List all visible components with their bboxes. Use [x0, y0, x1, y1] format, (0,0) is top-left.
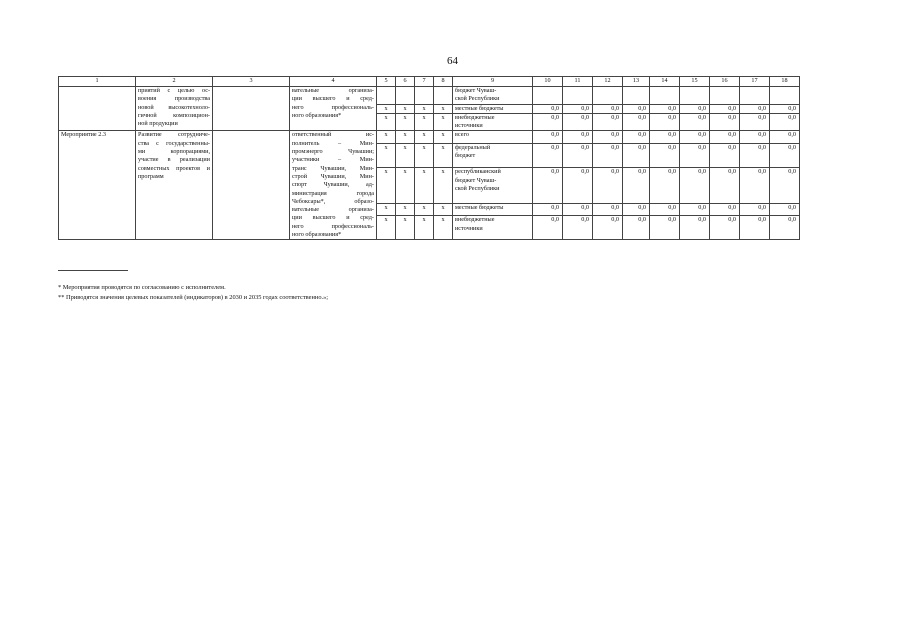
header-cell: 2: [136, 77, 213, 87]
header-cell: 18: [770, 77, 800, 87]
value-cell: 0,0: [593, 104, 623, 113]
value-cell: 0,0: [740, 168, 770, 203]
measure-name-cell: Мероприятие 2.3: [59, 131, 136, 240]
value-cell: 0,0: [650, 203, 680, 216]
value-cell: 0,0: [623, 131, 650, 144]
executors-cell: [290, 87, 377, 131]
code-cell: [434, 87, 453, 105]
footnote-1: * Мероприятия проводятся по согласованию с исполнителем.: [58, 284, 226, 291]
code-cell: х: [415, 203, 434, 216]
value-cell: 0,0: [770, 168, 800, 203]
value-cell: 0,0: [650, 168, 680, 203]
code-cell: х: [377, 104, 396, 113]
value-cell: 0,0: [710, 216, 740, 240]
code-cell: х: [415, 216, 434, 240]
executors-cell-line: него профессиональ-: [292, 222, 374, 230]
value-cell: 0,0: [593, 113, 623, 131]
value-cell: [593, 87, 623, 105]
value-cell: 0,0: [680, 113, 710, 131]
code-cell: х: [434, 216, 453, 240]
header-cell: 10: [533, 77, 563, 87]
measure-name-cell: [59, 87, 136, 131]
funding-source-cell-line: местные бюджеты: [455, 203, 504, 211]
header-row: [59, 77, 800, 87]
measure-description-cell-line: гичной композицион-: [138, 111, 210, 119]
measure-description-cell-line: ства с государственны-: [138, 139, 210, 147]
executors-cell-line: вательные организа-: [292, 206, 374, 214]
code-cell: х: [396, 131, 415, 144]
header-cell: 16: [710, 77, 740, 87]
value-cell: 0,0: [650, 131, 680, 144]
value-cell: 0,0: [740, 113, 770, 131]
code-cell: х: [377, 216, 396, 240]
value-cell: [770, 87, 800, 105]
value-cell: [680, 87, 710, 105]
value-cell: 0,0: [710, 144, 740, 168]
header-cell: 3: [213, 77, 290, 87]
code-cell: х: [434, 168, 453, 203]
value-cell: 0,0: [623, 216, 650, 240]
code-cell: х: [415, 168, 434, 203]
executors-cell-line: ции высшего и сред-: [292, 214, 374, 222]
value-cell: 0,0: [563, 216, 593, 240]
code-cell: х: [434, 113, 453, 131]
value-cell: 0,0: [593, 216, 623, 240]
funding-source-cell-line: источники: [455, 224, 483, 232]
measure-description-cell: [136, 87, 213, 131]
code-cell: х: [396, 104, 415, 113]
code-cell: х: [434, 104, 453, 113]
funding-source-cell: [453, 216, 533, 240]
code-cell: х: [396, 216, 415, 240]
value-cell: 0,0: [623, 113, 650, 131]
value-cell: 0,0: [680, 168, 710, 203]
value-cell: [710, 87, 740, 105]
value-cell: 0,0: [563, 104, 593, 113]
code-cell: х: [415, 144, 434, 168]
value-cell: 0,0: [623, 203, 650, 216]
funding-source-cell: [453, 203, 533, 216]
value-cell: 0,0: [740, 203, 770, 216]
funding-source-cell-line: бюджет Чуваш-: [455, 176, 497, 184]
value-cell: 0,0: [770, 131, 800, 144]
code-cell: х: [434, 144, 453, 168]
executors-cell-line: участники – Мин-: [292, 156, 374, 164]
executors-cell-line: Чебоксары*, образо-: [292, 197, 374, 205]
measure-description-cell-line: воения производства: [138, 95, 210, 103]
value-cell: 0,0: [740, 216, 770, 240]
funding-source-cell-line: республиканский: [455, 168, 501, 176]
value-cell: 0,0: [563, 168, 593, 203]
value-cell: 0,0: [770, 113, 800, 131]
executors-cell-line: него профессиональ-: [292, 103, 374, 111]
code-cell: х: [415, 113, 434, 131]
value-cell: 0,0: [563, 144, 593, 168]
value-cell: 0,0: [650, 144, 680, 168]
table-row: [59, 87, 800, 105]
value-cell: 0,0: [740, 104, 770, 113]
code-cell: х: [377, 168, 396, 203]
value-cell: 0,0: [770, 144, 800, 168]
value-cell: 0,0: [680, 203, 710, 216]
footnote-divider: [58, 270, 128, 271]
value-cell: 0,0: [623, 168, 650, 203]
value-cell: 0,0: [563, 113, 593, 131]
executors-cell-line: вательные организа-: [292, 87, 374, 94]
value-cell: 0,0: [563, 203, 593, 216]
value-cell: 0,0: [770, 216, 800, 240]
measure-description-cell-line: Развитие сотрудниче-: [138, 131, 210, 139]
header-cell: 4: [290, 77, 377, 87]
measure-description-cell-line: ми корпорациями,: [138, 148, 210, 156]
value-cell: 0,0: [770, 203, 800, 216]
value-cell: [563, 87, 593, 105]
value-cell: 0,0: [740, 144, 770, 168]
value-cell: 0,0: [740, 131, 770, 144]
value-cell: 0,0: [593, 131, 623, 144]
header-cell: 1: [59, 77, 136, 87]
value-cell: 0,0: [710, 104, 740, 113]
value-cell: [650, 87, 680, 105]
funding-source-cell: [453, 144, 533, 168]
executors-cell-line: промэнерго Чувашии;: [292, 148, 374, 156]
measure-description-cell: [136, 131, 213, 240]
funding-source-cell: [453, 104, 533, 113]
value-cell: 0,0: [533, 168, 563, 203]
value-cell: 0,0: [623, 144, 650, 168]
empty-cell: [213, 131, 290, 240]
value-cell: 0,0: [710, 113, 740, 131]
executors-cell-line: министрация города: [292, 189, 374, 197]
funding-source-cell: [453, 131, 533, 144]
value-cell: 0,0: [710, 203, 740, 216]
executors-cell-line: строй Чувашии, Мин-: [292, 172, 374, 180]
code-cell: х: [415, 131, 434, 144]
funding-source-cell-line: источники: [455, 122, 483, 130]
value-cell: [623, 87, 650, 105]
value-cell: [740, 87, 770, 105]
funding-source-cell: [453, 87, 533, 105]
header-cell: 11: [563, 77, 593, 87]
value-cell: 0,0: [680, 131, 710, 144]
value-cell: 0,0: [533, 216, 563, 240]
executors-cell-line: ответственный ис-: [292, 131, 374, 139]
value-cell: 0,0: [680, 104, 710, 113]
funding-source-cell: [453, 168, 533, 203]
value-cell: 0,0: [533, 113, 563, 131]
measure-description-cell-line: участие в реализации: [138, 156, 210, 164]
funding-source-cell-line: ской Республики: [455, 95, 500, 103]
code-cell: х: [396, 203, 415, 216]
funding-source-cell-line: всего: [455, 131, 469, 139]
funding-source-cell-line: местные бюджеты: [455, 104, 504, 112]
value-cell: 0,0: [770, 104, 800, 113]
value-cell: 0,0: [533, 144, 563, 168]
header-cell: 14: [650, 77, 680, 87]
program-table: [58, 76, 800, 240]
code-cell: х: [415, 104, 434, 113]
executors-cell-line: транс Чувашии, Мин-: [292, 164, 374, 172]
code-cell: х: [377, 131, 396, 144]
header-cell: 9: [453, 77, 533, 87]
funding-source-cell-line: ской Республики: [455, 184, 500, 192]
footnotes: [58, 283, 328, 303]
code-cell: х: [434, 131, 453, 144]
value-cell: 0,0: [650, 113, 680, 131]
value-cell: 0,0: [533, 131, 563, 144]
code-cell: [415, 87, 434, 105]
value-cell: 0,0: [533, 104, 563, 113]
header-cell: 15: [680, 77, 710, 87]
code-cell: х: [377, 113, 396, 131]
measure-description-cell-line: ной продукции: [138, 120, 178, 128]
funding-source-cell-line: внебюджетные: [455, 113, 495, 121]
value-cell: 0,0: [680, 216, 710, 240]
executors-cell-line: ции высшего и сред-: [292, 95, 374, 103]
header-cell: 17: [740, 77, 770, 87]
value-cell: 0,0: [650, 104, 680, 113]
code-cell: х: [396, 144, 415, 168]
page-number: 64: [447, 55, 458, 67]
code-cell: х: [396, 168, 415, 203]
funding-source-cell-line: бюджет: [455, 152, 476, 160]
value-cell: 0,0: [593, 203, 623, 216]
empty-cell: [213, 87, 290, 131]
funding-source-cell-line: бюджет Чуваш-: [455, 87, 497, 94]
header-cell: 6: [396, 77, 415, 87]
executors-cell-line: ного образования*: [292, 231, 342, 239]
header-cell: 8: [434, 77, 453, 87]
code-cell: х: [434, 203, 453, 216]
table-row: [59, 131, 800, 144]
header-cell: 5: [377, 77, 396, 87]
executors-cell: [290, 131, 377, 240]
footnote-2: ** Приводятся значения целевых показателей (индикаторов) в 2030 и 2035 годах соответственно.»;: [58, 294, 329, 301]
code-cell: х: [396, 113, 415, 131]
header-cell: 7: [415, 77, 434, 87]
value-cell: 0,0: [710, 131, 740, 144]
code-cell: х: [377, 144, 396, 168]
value-cell: 0,0: [533, 203, 563, 216]
measure-description-cell-line: новой высокотехноло-: [138, 103, 210, 111]
measure-description-cell-line: приятий с целью ос-: [138, 87, 210, 94]
code-cell: [396, 87, 415, 105]
value-cell: 0,0: [593, 168, 623, 203]
value-cell: [533, 87, 563, 105]
value-cell: 0,0: [710, 168, 740, 203]
funding-source-cell: [453, 113, 533, 131]
code-cell: [377, 87, 396, 105]
value-cell: 0,0: [680, 144, 710, 168]
executors-cell-line: ного образования*: [292, 111, 342, 119]
executors-cell-line: полнитель – Мин-: [292, 139, 374, 147]
value-cell: 0,0: [593, 144, 623, 168]
header-cell: 13: [623, 77, 650, 87]
executors-cell-line: спорт Чувашии, ад-: [292, 181, 374, 189]
funding-source-cell-line: внебюджетные: [455, 216, 495, 224]
value-cell: 0,0: [563, 131, 593, 144]
value-cell: 0,0: [623, 104, 650, 113]
value-cell: 0,0: [650, 216, 680, 240]
funding-source-cell-line: федеральный: [455, 144, 491, 152]
header-cell: 12: [593, 77, 623, 87]
measure-description-cell-line: совместных проектов и: [138, 164, 210, 172]
code-cell: х: [377, 203, 396, 216]
measure-description-cell-line: программ: [138, 172, 164, 180]
